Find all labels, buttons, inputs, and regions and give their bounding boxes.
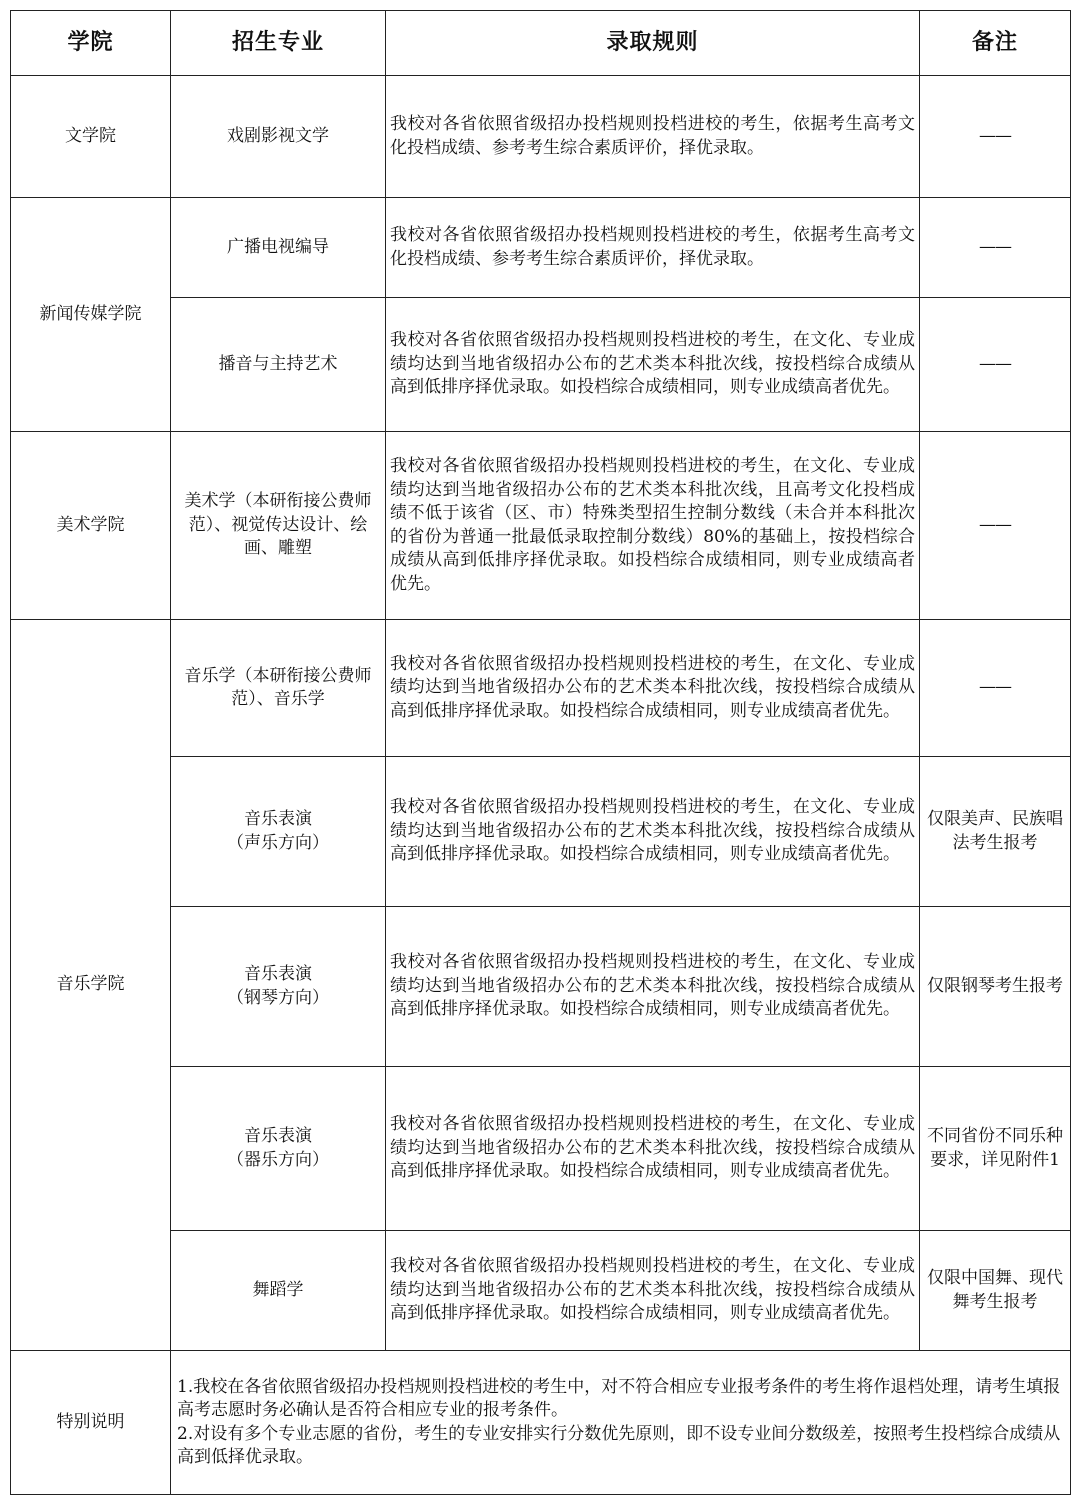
remark-cell: 不同省份不同乐种要求，详见附件1 (920, 1067, 1071, 1231)
major-cell: 戏剧影视文学 (171, 76, 386, 198)
table-row (11, 198, 1071, 298)
special-note-text: 1.我校在各省依照省级招办投档规则投档进校的考生中，对不符合相应专业报考条件的考生将作退档处理，请考生填报高考志愿时务必确认是否符合相应专业的报考条件。 2.对设有多个专业志愿的省份，考生的专业安排实行分数优先原则，即不设专业间分数级差，按照考生投档综合成绩从高到低择优录取。 (171, 1351, 1071, 1495)
major-cell: 播音与主持艺术 (171, 298, 386, 432)
remark-cell: —— (920, 76, 1071, 198)
special-note-row (11, 1351, 1071, 1495)
remark-cell: —— (920, 620, 1071, 757)
remark-cell: 仅限中国舞、现代舞考生报考 (920, 1231, 1071, 1351)
major-cell: 广播电视编导 (171, 198, 386, 298)
college-cell: 美术学院 (11, 432, 171, 620)
rule-cell: 我校对各省依照省级招办投档规则投档进校的考生，在文化、专业成绩均达到当地省级招办公布的艺术类本科批次线，按投档综合成绩从高到低排序择优录取。如投档综合成绩相同，则专业成绩高者优先。 (386, 620, 920, 757)
header-college: 学院 (11, 11, 171, 76)
rule-cell: 我校对各省依照省级招办投档规则投档进校的考生，在文化、专业成绩均达到当地省级招办公布的艺术类本科批次线，按投档综合成绩从高到低排序择优录取。如投档综合成绩相同，则专业成绩高者优先。 (386, 298, 920, 432)
special-note-label: 特别说明 (11, 1351, 171, 1495)
admission-rules-table (10, 10, 1071, 1495)
table-row (11, 620, 1071, 757)
table-row (11, 432, 1071, 620)
major-cell: 舞蹈学 (171, 1231, 386, 1351)
remark-cell: 仅限美声、民族唱法考生报考 (920, 757, 1071, 907)
major-cell: 音乐学（本研衔接公费师范）、音乐学 (171, 620, 386, 757)
rule-cell: 我校对各省依照省级招办投档规则投档进校的考生，在文化、专业成绩均达到当地省级招办公布的艺术类本科批次线，按投档综合成绩从高到低排序择优录取。如投档综合成绩相同，则专业成绩高者优先。 (386, 907, 920, 1067)
major-cell: 音乐表演 （钢琴方向） (171, 907, 386, 1067)
remark-cell: 仅限钢琴考生报考 (920, 907, 1071, 1067)
remark-cell: —— (920, 298, 1071, 432)
header-remark: 备注 (920, 11, 1071, 76)
college-cell: 新闻传媒学院 (11, 198, 171, 432)
remark-cell: —— (920, 432, 1071, 620)
table-header-row (11, 11, 1071, 76)
header-rule: 录取规则 (386, 11, 920, 76)
rule-cell: 我校对各省依照省级招办投档规则投档进校的考生，在文化、专业成绩均达到当地省级招办公布的艺术类本科批次线，且高考文化投档成绩不低于该省（区、市）特殊类型招生控制分数线（未合并本科批次的省份为普通一批最低录取控制分数线）80%的基础上，按投档综合成绩从高到低排序择优录取。如投档综合成绩相同，则专业成绩高者优先。 (386, 432, 920, 620)
college-cell: 音乐学院 (11, 620, 171, 1351)
rule-cell: 我校对各省依照省级招办投档规则投档进校的考生，依据考生高考文化投档成绩、参考考生综合素质评价，择优录取。 (386, 76, 920, 198)
college-cell: 文学院 (11, 76, 171, 198)
remark-cell: —— (920, 198, 1071, 298)
rule-cell: 我校对各省依照省级招办投档规则投档进校的考生，在文化、专业成绩均达到当地省级招办公布的艺术类本科批次线，按投档综合成绩从高到低排序择优录取。如投档综合成绩相同，则专业成绩高者优先。 (386, 1067, 920, 1231)
rule-cell: 我校对各省依照省级招办投档规则投档进校的考生，依据考生高考文化投档成绩、参考考生综合素质评价，择优录取。 (386, 198, 920, 298)
rule-cell: 我校对各省依照省级招办投档规则投档进校的考生，在文化、专业成绩均达到当地省级招办公布的艺术类本科批次线，按投档综合成绩从高到低排序择优录取。如投档综合成绩相同，则专业成绩高者优先。 (386, 757, 920, 907)
major-cell: 音乐表演 （声乐方向） (171, 757, 386, 907)
major-cell: 音乐表演 （器乐方向） (171, 1067, 386, 1231)
major-cell: 美术学（本研衔接公费师范）、视觉传达设计、绘画、雕塑 (171, 432, 386, 620)
header-major: 招生专业 (171, 11, 386, 76)
table-row (11, 76, 1071, 198)
rule-cell: 我校对各省依照省级招办投档规则投档进校的考生，在文化、专业成绩均达到当地省级招办公布的艺术类本科批次线，按投档综合成绩从高到低排序择优录取。如投档综合成绩相同，则专业成绩高者优先。 (386, 1231, 920, 1351)
